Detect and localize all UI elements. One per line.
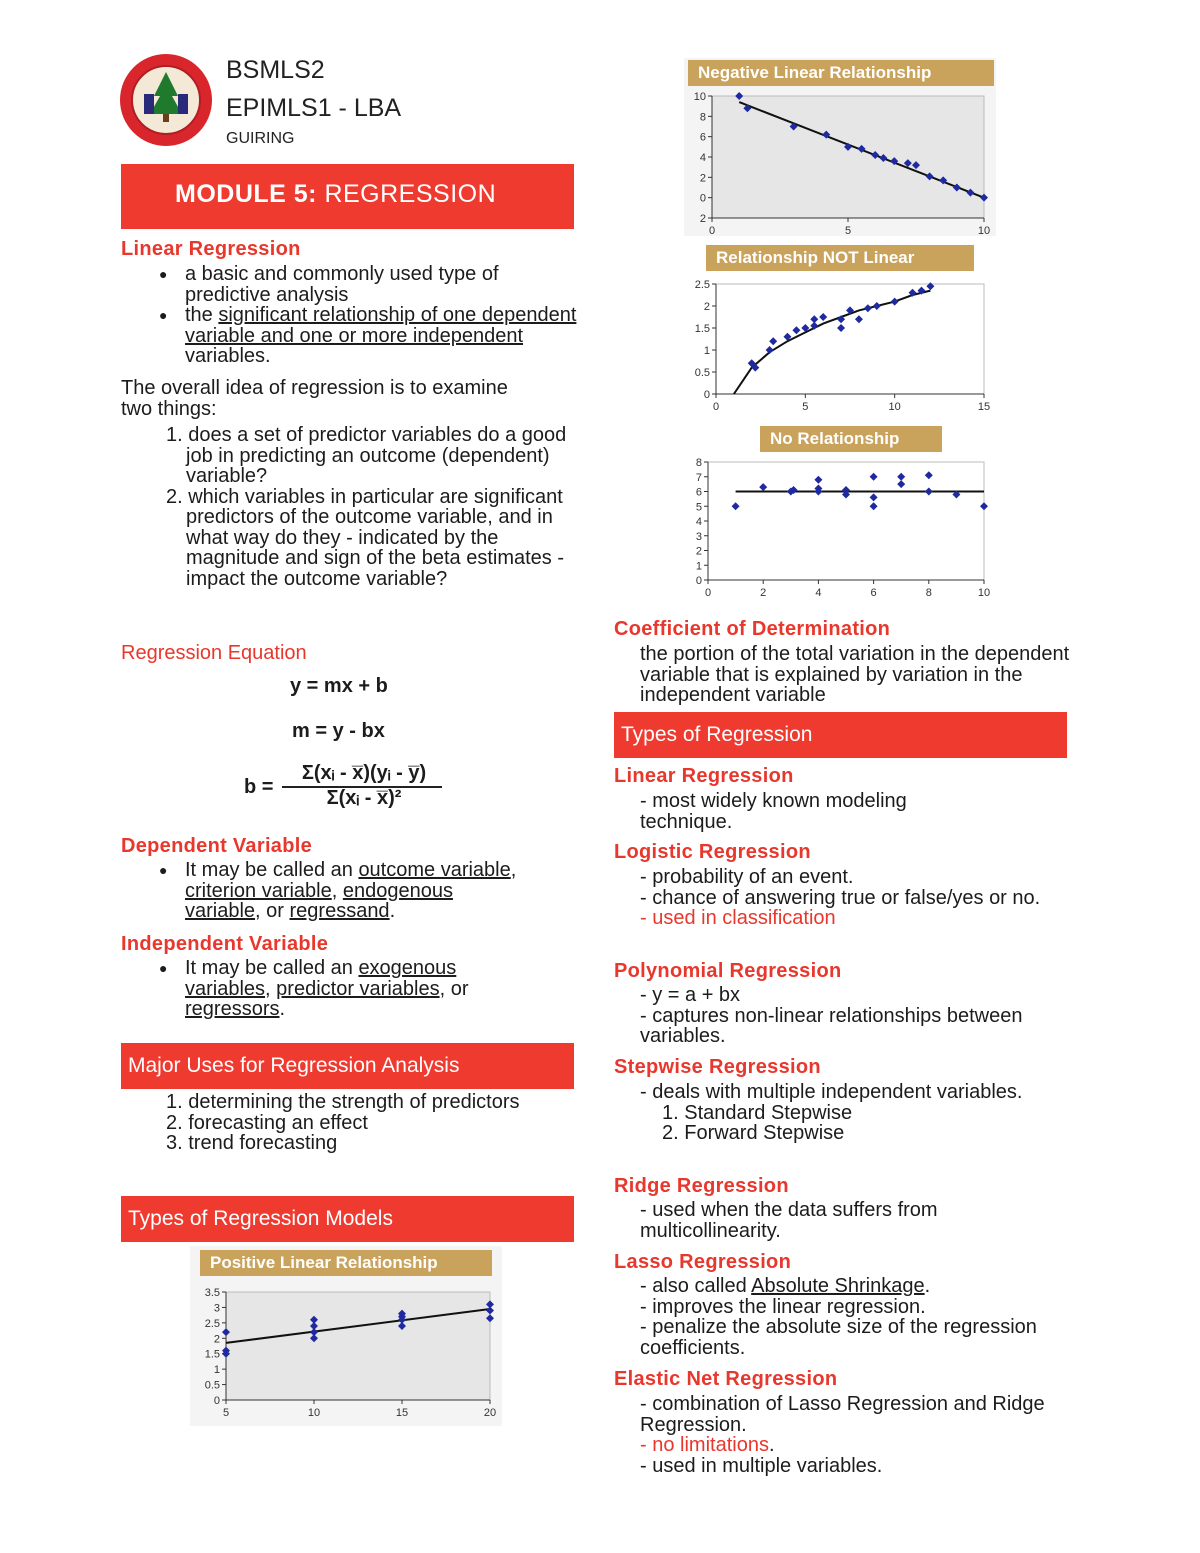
list-item: - y = a + bx [640,984,741,1006]
x-tick-label: 10 [888,401,901,413]
y-tick-label: 4 [695,516,702,528]
x-tick-label: 0 [712,401,720,413]
list-item: 3. trend forecasting [166,1132,338,1154]
module-banner [121,164,574,229]
logistic-regression-heading: Logistic Regression [614,841,811,863]
list-item: - penalize the absolute size of the regression coefficients. [640,1316,1037,1359]
y-tick-label: 4 [699,152,706,164]
y-tick-label: 6 [699,131,706,144]
subject-code: EPIMLS1 - LBA [226,94,402,122]
independent-variable-heading: Independent Variable [121,933,329,955]
y-tick-label: 10 [693,91,706,103]
y-tick-label: 1.5 [694,323,710,335]
x-tick-label: 5 [222,1407,230,1419]
x-tick-label: 0 [704,587,712,599]
list-item: 2. which variables in particular are significant predictors of the outcome variable, and in what way do they - indicated by the magnitude and sign of the beta estimates - impact the outcome variable? [166,485,565,590]
y-tick-label: 3 [695,530,702,543]
ridge-regression-text: - used when the data suffers from multicollinearity. [640,1199,938,1242]
y-tick-label: 2 [699,172,706,185]
list-item: 2. Forward Stepwise [662,1122,845,1144]
y-tick-label: 5 [695,501,702,514]
list-item: - captures non-linear relationships between variables. [640,1004,1023,1047]
list-item: ● It may be called an outcome variable, criterion variable, endogenous variable, or regressand. [121,860,581,922]
list-item: - combination of Lasso Regression and Ridge Regression. [640,1393,1045,1436]
negative-linear-chart [684,88,996,236]
author-name: GUIRING [226,130,295,147]
plot-area [712,96,984,218]
list-item: 1. determining the strength of predictors [166,1091,520,1113]
list-item: 2. forecasting an effect [166,1111,368,1134]
polynomial-regression-heading: Polynomial Regression [614,960,842,982]
linear-regression-bullets [121,264,581,367]
list-item: ● It may be called an exogenous variables, predictor variables, or regressors. [121,958,581,1020]
y-tick-label: 2.5 [204,1317,220,1330]
y-tick-label: 8 [699,111,706,124]
y-tick-label: 1 [213,1364,220,1377]
school-logo [118,52,214,148]
x-tick-label: 5 [844,225,852,236]
x-tick-label: 2 [760,587,767,599]
x-tick-label: 5 [802,401,809,413]
y-tick-label: 2 [703,301,710,313]
y-tick-label: 0.5 [694,367,710,379]
y-tick-label: 1 [695,560,702,573]
chart-title: Relationship NOT Linear [706,245,974,271]
x-tick-label: 15 [395,1407,409,1419]
y-tick-label: 2.5 [694,279,710,291]
x-tick-label: 4 [815,587,822,599]
x-tick-label: 0 [708,225,716,236]
linear-regression-type-text: - most widely known modeling technique. [640,790,907,833]
y-tick-label: 0.5 [204,1379,220,1392]
polynomial-regression-text [640,985,1070,1047]
list-item: - probability of an event. [640,866,854,888]
x-tick-label: 15 [977,401,991,413]
y-tick-label: 2 [213,1333,220,1346]
y-tick-label: 3.5 [204,1287,220,1299]
linear-regression-heading: Linear Regression [121,238,301,260]
x-tick-label: 8 [925,587,932,599]
independent-variable-list [121,958,581,1020]
elastic-net-text [640,1394,1070,1476]
equation-1: y = mx + b [290,675,388,697]
regression-equation-heading: Regression Equation [121,642,307,664]
linear-regression-type-heading: Linear Regression [614,765,794,787]
y-tick-label: 0 [695,575,702,587]
chart-title: No Relationship [760,426,942,452]
overall-intro: The overall idea of regression is to examine two things: [121,377,508,420]
logistic-regression-text [640,867,1070,929]
list-item: - used in multiple variables. [640,1454,883,1477]
equation-b-label: b = [244,776,274,798]
page-title: MODULE 5: REGRESSION [175,180,497,208]
list-item: - used in classification [640,907,836,929]
nonlinear-chart [684,276,996,420]
major-uses-bar: Major Uses for Regression Analysis [121,1043,574,1089]
plot-area [716,284,984,394]
coefficient-heading: Coefficient of Determination [614,618,891,640]
lasso-regression-heading: Lasso Regression [614,1251,792,1273]
x-tick-label: 10 [307,1407,321,1419]
major-uses-list [166,1092,526,1154]
x-tick-label: 10 [977,225,991,236]
x-tick-label: 6 [870,587,877,599]
y-tick-label: 1 [703,345,710,357]
y-tick-label: 2 [695,545,702,558]
lasso-regression-text [640,1276,1040,1358]
no-relationship-chart [684,456,990,604]
y-tick-label: 8 [695,457,702,469]
chart-title: Positive Linear Relationship [200,1250,492,1276]
seal-icon [118,52,214,148]
plot-area [226,1292,490,1400]
course-code: BSMLS2 [226,56,325,84]
y-tick-label: 2 [699,213,706,225]
plot-area [708,462,984,580]
positive-linear-chart [190,1280,502,1425]
y-tick-label: 7 [695,471,702,484]
y-tick-label: 0 [703,389,710,401]
overall-list [166,425,576,589]
chart-title: Negative Linear Relationship [688,60,994,86]
dependent-variable-heading: Dependent Variable [121,835,313,857]
y-tick-label: 1.5 [204,1348,220,1361]
types-regression-bar: Types of Regression [614,712,1067,758]
equation-2: m = y - bx [292,720,385,742]
dependent-variable-list [121,860,581,922]
list-item: - no limitations. [640,1434,775,1456]
list-item: - chance of answering true or false/yes or no. [640,886,1041,909]
list-item: - improves the linear regression. [640,1295,926,1318]
x-tick-label: 20 [483,1407,497,1419]
y-tick-label: 6 [695,486,702,499]
y-tick-label: 0 [213,1395,220,1407]
equation-numerator: Σ(xᵢ - x̅)(yᵢ - y̅) [301,762,427,784]
coefficient-text: the portion of the total variation in the dependent variable that is explained by variation in the independent variable [640,643,1070,706]
list-item: 1. does a set of predictor variables do a good job in predicting an outcome (dependent) variable? [166,424,567,487]
list-item: - deals with multiple independent variables. [640,1081,1023,1103]
list-item: ● the significant relationship of one dependent variable and one or more independent variables. [121,305,581,367]
y-tick-label: 3 [213,1302,220,1315]
ridge-regression-heading: Ridge Regression [614,1175,789,1197]
list-item: ● a basic and commonly used type of predictive analysis [121,264,581,305]
stepwise-regression-text [640,1082,1040,1144]
equation-denominator: Σ(xᵢ - x̅)² [326,787,402,809]
types-models-bar: Types of Regression Models [121,1196,574,1242]
x-tick-label: 10 [977,587,990,599]
list-item: - also called Absolute Shrinkage. [640,1275,931,1297]
list-item: 1. Standard Stepwise [662,1101,853,1124]
elastic-net-heading: Elastic Net Regression [614,1368,838,1390]
stepwise-regression-heading: Stepwise Regression [614,1056,821,1078]
y-tick-label: 0 [699,192,706,205]
